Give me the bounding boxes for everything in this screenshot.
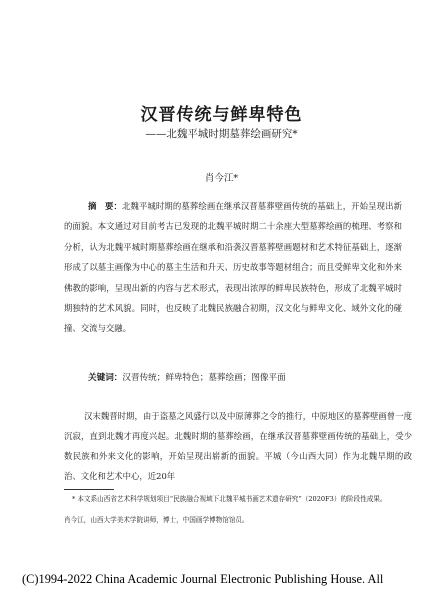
article-title: 汉晋传统与鲜卑特色 [140, 105, 303, 125]
abstract-text: 北魏平城时期的墓葬绘画在继承汉晋墓葬壁画传统的基础上，开始呈现出新的面貌。本文通过对目前考古已发现的北魏平城时期二十余座大型墓葬绘画的梳理、考察和分析，认为北魏平城时期墓葬绘画在继承和沿袭汉晋墓葬壁画题材和艺术特征基础上，逐渐形成了以墓主画像为中心的墓主生活和升天、历史故事等题材组合；而且受鲜卑文化和外来佛教的影响，呈现出新的内容与艺术形式，表现出浓厚的鲜卑民族特色，形成了北魏平城时期独特的艺术风貌。同时，也反映了北魏民族融合初期，汉文化与鲜卑文化、域外文化的碰撞、交流与交融。 [64, 201, 403, 334]
author-name: 肖今江* [204, 173, 239, 184]
footnote-divider [64, 489, 114, 490]
article-subtitle: ——北魏平城时期墓葬绘画研究* [145, 128, 298, 140]
abstract-label: 摘 要： [88, 201, 122, 211]
copyright-notice: (C)1994-2022 China Academic Journal Electronic Publishing House. All [22, 572, 384, 586]
body-paragraph: 汉末魏晋时期，由于盗墓之风盛行以及中原薄葬之令的推行，中原地区的墓葬壁画曾一度沉寂，直到北魏才再度兴起。北魏时期的墓葬绘画，在继承汉晋墓葬壁画传统的基础上，受少数民族和外来文化的影响，开始呈现出崭新的面貌。平城（今山西大同）作为北魏早期的政治、文化和艺术中心，近20年 [64, 411, 412, 481]
keywords-text: 汉晋传统；鲜卑特色；墓葬绘画；图像平面 [122, 373, 286, 383]
abstract-paragraph [64, 196, 402, 339]
keywords-line [88, 370, 408, 386]
keywords-label: 关键词： [88, 373, 123, 383]
footnote-funding: * 本文系山西省艺术科学规划项目“民族融合视域下北魏平城书画艺术遗存研究”（2020F3）的阶段性成果。 [72, 495, 387, 503]
footnote-author: 肖今江，山西大学美术学院讲师，博士，中国画学博物馆馆员。 [64, 516, 249, 524]
